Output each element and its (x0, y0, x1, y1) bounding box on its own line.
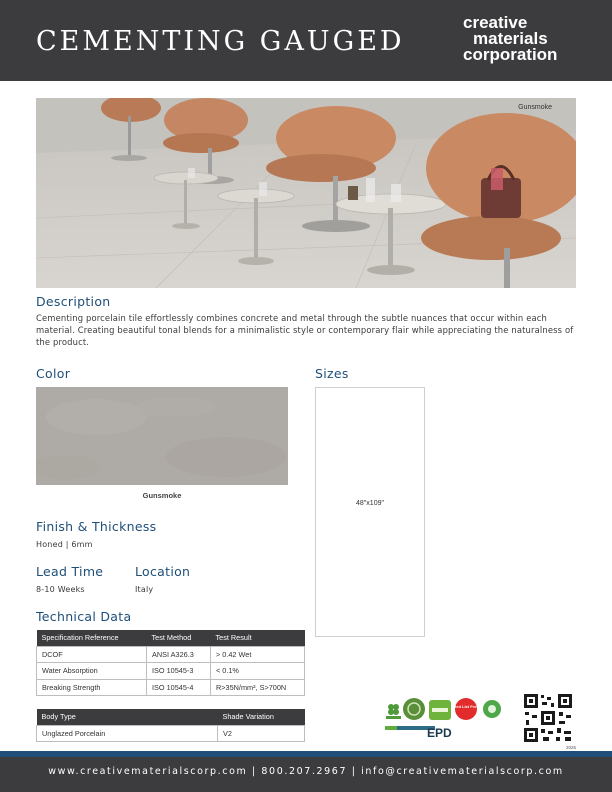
svg-text:Red List Free: Red List Free (453, 704, 479, 709)
column-header: Test Method (147, 630, 211, 646)
column-header: Test Result (211, 630, 305, 646)
table-cell: DCOF (37, 646, 147, 663)
swatch-label: Gunsmoke (142, 491, 182, 500)
table-cell: R>35N/mm², S>700N (211, 679, 305, 696)
lounge-scene-illustration (36, 98, 576, 288)
technical-data-table (36, 630, 305, 696)
certification-icons (383, 697, 503, 742)
location-heading: Location (135, 564, 191, 579)
clover-icon (386, 704, 401, 719)
column-header: Specification Reference (37, 630, 147, 646)
sizes-heading: Sizes (315, 366, 349, 381)
company-logo[interactable] (463, 15, 557, 63)
hero-color-label: Gunsmoke (518, 104, 552, 111)
size-label: 48"x109" (356, 500, 384, 507)
description-text: Cementing porcelain tile effortlessly combines concrete and metal through the subtle nuances that occur within each material. Creating beautiful tonal blends for a minimalistic style or contemporary flair while appreciating the naturalness of the product. (36, 313, 574, 347)
column-header: Body Type (37, 709, 218, 725)
certification-badges (383, 697, 503, 742)
finish-value: Honed | 6mm (36, 540, 93, 549)
technical-heading: Technical Data (36, 609, 132, 624)
recycle-badge-icon (403, 698, 425, 720)
size-diagram (315, 387, 425, 637)
table-header-row (37, 709, 305, 725)
epd-label: EPD (427, 726, 452, 740)
color-heading: Color (36, 366, 71, 381)
concrete-texture (36, 387, 288, 485)
location-value: Italy (135, 585, 154, 594)
table-cell: < 0.1% (211, 663, 305, 680)
footer-contact[interactable]: www.creativematerialscorp.com | 800.207.2967 | info@creativematerialscorp.com (48, 766, 564, 777)
table-row (37, 646, 305, 663)
table-cell: ISO 10545-4 (147, 679, 211, 696)
qr-code-graphic (523, 693, 573, 743)
hero-image (36, 98, 576, 288)
table-cell: Unglazed Porcelain (37, 725, 218, 742)
product-title: CEMENTING GAUGED (36, 26, 405, 57)
logo-line: materials (473, 29, 548, 48)
logo-line: corporation (463, 45, 558, 64)
description-heading: Description (36, 294, 111, 309)
table-row (37, 679, 305, 696)
table-header-row (37, 630, 305, 646)
column-header: Shade Variation (218, 709, 305, 725)
table-cell: > 0.42 Wet (211, 646, 305, 663)
red-list-free-icon (455, 698, 477, 720)
color-swatch (36, 387, 288, 485)
lead-time-value: 8-10 Weeks (36, 585, 85, 594)
header-bar (0, 0, 612, 81)
table-row (37, 725, 305, 742)
finish-heading: Finish & Thickness (36, 519, 157, 534)
table-row (37, 663, 305, 680)
body-type-table (36, 709, 305, 742)
logo-line: creative (463, 13, 528, 32)
table-cell: V2 (218, 725, 305, 742)
table-cell: ISO 10545-3 (147, 663, 211, 680)
qr-year: 2025 (566, 745, 577, 750)
qr-code-icon[interactable] (523, 693, 573, 743)
footer-bar (0, 757, 612, 792)
table-cell: ANSI A326.3 (147, 646, 211, 663)
table-cell: Breaking Strength (37, 679, 147, 696)
lead-time-heading: Lead Time (36, 564, 104, 579)
table-cell: Water Absorption (37, 663, 147, 680)
